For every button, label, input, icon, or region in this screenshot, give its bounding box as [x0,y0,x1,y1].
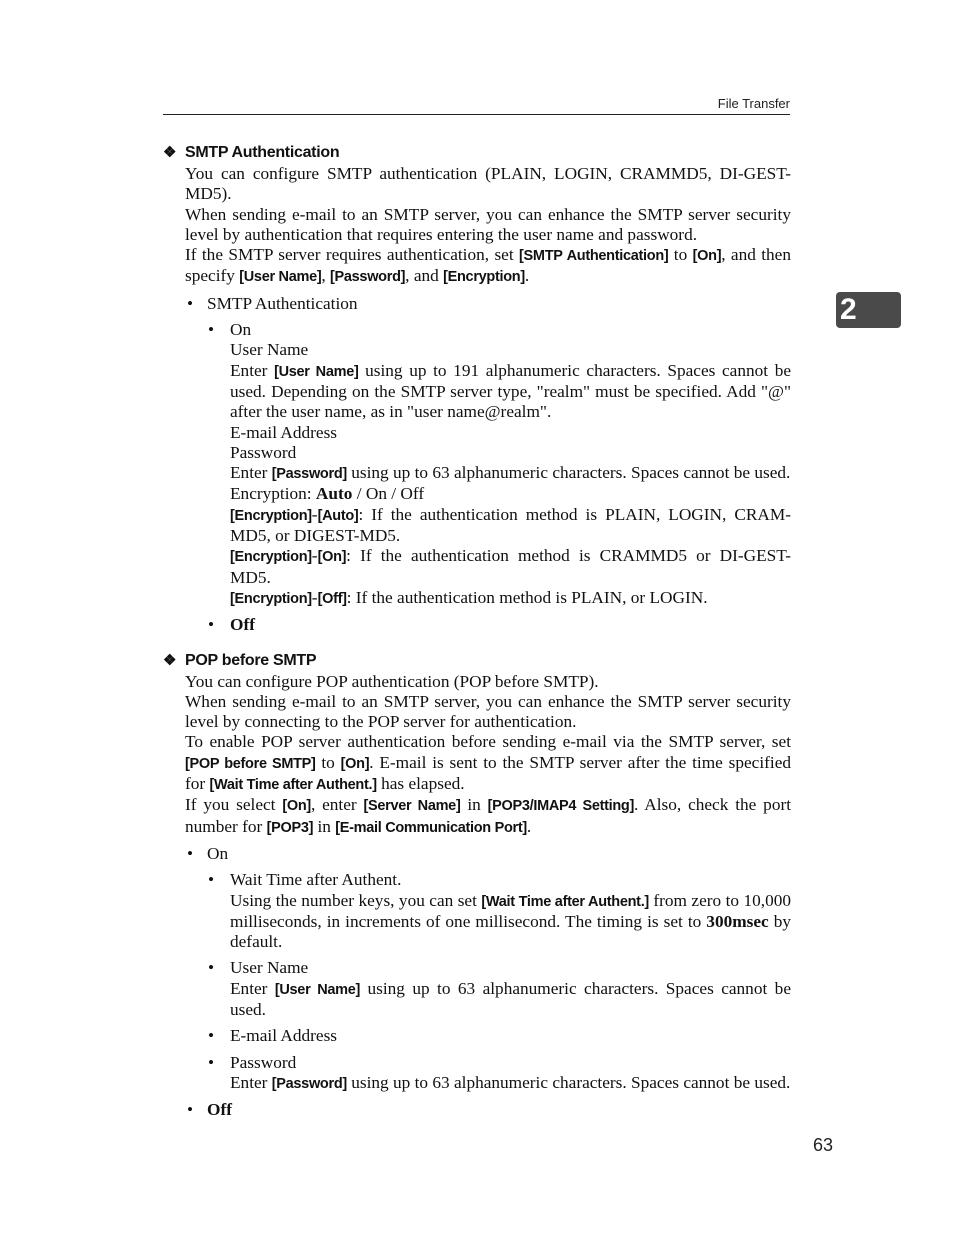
section-heading-pop-before-smtp: ❖ POP before SMTP [163,650,791,672]
list-item-off: • Off [187,1100,232,1120]
list-item-wait-time: • Wait Time after Authent. Using the number keys, you can set [Wait Time after Authent.] from zero to 10,000 milliseconds, in increments of one millisecond. The timing is set to 300msec by default. [208,870,792,952]
user-name-desc: Enter [User Name] using up to 63 alphanumeric characters. Spaces cannot be used. [230,978,791,1019]
bullet-icon: • [208,870,215,890]
bullet-icon: • [187,293,194,313]
bullet-icon: • [208,320,215,340]
paragraph: If you select [On], enter [Server Name] in [POP3/IMAP4 Setting]. Also, check the port number for [POP3] in [E-mail Communication Port]. [185,795,792,836]
list-item-off: • Off [208,615,255,635]
password-desc: Enter [Password] using up to 63 alphanumeric characters. Spaces cannot be used. [230,1072,791,1092]
email-label: E-mail Address [230,422,338,442]
password-desc: Enter [Password] using up to 63 alphanumeric characters. Spaces cannot be used. [230,463,791,483]
bullet-icon: • [208,958,215,978]
section-heading-smtp-authentication: ❖ SMTP Authentication [163,142,791,164]
header-rule [163,114,790,115]
smtp-intro [185,164,791,288]
chapter-tab: 2 [836,292,901,328]
encryption-on-desc: [Encryption]-[On]: If the authentication method is CRAMMD5 or DI-GEST-MD5. [230,546,791,587]
smtp-auth-sublist [207,320,791,635]
page-number: 63 [813,1135,834,1155]
paragraph: When sending e-mail to an SMTP server, you can enhance the SMTP server security level by authentication that requires entering the user name and password. [185,204,791,244]
diamond-icon: ❖ [163,651,177,669]
running-head: File Transfer [717,96,790,111]
pop-options-list [185,844,791,1121]
user-name-label: User Name [230,340,309,360]
bullet-icon: • [208,1026,215,1046]
page-content [163,142,791,1120]
paragraph: To enable POP server authentication before sending e-mail via the SMTP server, set [POP before SMTP] to [On]. E-mail is sent to the SMTP server after the time specified for [Wait Time after Authent.] has elapsed. [185,732,792,794]
bullet-icon: • [208,615,215,635]
paragraph: You can configure SMTP authentication (PLAIN, LOGIN, CRAMMD5, DI-GEST-MD5). [185,164,791,204]
user-name-desc: Enter [User Name] using up to 191 alphanumeric characters. Spaces cannot be used. Depending on the SMTP server type, "realm" must be specified. Add "@" after the user name, as in "user name@realm". [230,360,792,422]
list-item-user-name: • User Name Enter [User Name] using up to 63 alphanumeric characters. Spaces cannot be used. [208,958,791,1019]
encryption-options: Encryption: Auto / On / Off [230,484,425,504]
bullet-icon: • [187,1100,194,1120]
paragraph: If the SMTP server requires authentication, set [SMTP Authentication] to [On], and then specify [User Name], [Password], and [Encryption]. [185,245,791,286]
encryption-off-desc: [Encryption]-[Off]: If the authentication method is PLAIN, or LOGIN. [230,587,708,607]
list-item-password: • Password Enter [Password] using up to 63 alphanumeric characters. Spaces cannot be used. [207,1053,791,1095]
bullet-icon: • [208,1052,215,1072]
encryption-auto-desc: [Encryption]-[Auto]: If the authentication method is PLAIN, LOGIN, CRAM-MD5, or DIGEST-MD5. [230,504,791,546]
list-item-on: • On User Name Enter [User Name] using up to 191 alphanumeric characters. Spaces cannot be used. Depending on the SMTP server type, "realm" must be specified. Add "@" after the user name, as in "user name@realm". E-mail Address Password Enter [Password] using up to 63 alphanumeric characters. Spaces cannot be used. Encryption: Auto / On / Off [Encryption]-[Auto]: If the authentication method is PLAIN, LOGIN, CRAM-MD5, or DIGEST-MD5. [Encryption]-[On]: If the authentication method is CRAMMD5 or DI-GEST-MD5. [Encryption]-[Off]: If the authentication method is PLAIN, or LOGIN. [207,320,791,609]
paragraph: When sending e-mail to an SMTP server, you can enhance the SMTP server security level by connecting to the POP server for authentication. [185,691,791,732]
pop-intro [185,672,791,838]
password-label: Password [230,442,297,462]
paragraph: You can configure POP authentication (POP before SMTP). [185,671,599,691]
pop-on-sublist [207,870,791,1094]
diamond-icon: ❖ [163,144,177,161]
list-item-email: • E-mail Address [208,1026,338,1046]
smtp-options-list [185,294,791,636]
list-item: • SMTP Authentication • On User Name Enter [User Name] using up to 191 alphanumeric characters. Spaces cannot be used. Depending on the SMTP server type, "realm" must be specified. Add "@" after the user name, as in "user name@realm". E-mail Address Password Enter [Password] using up to 63 alphanumeric characters. Spaces cannot be used. Encryption: Auto / On / Off [Encryption]-[Auto]: If the authentication method is PLAIN, LOGIN, CRAM-MD5, or DIGEST-MD5. [Encryption]-[On]: If the authentication method is CRAMMD5 or DI-GEST-MD5. [Encryption]-[Off]: If the authentication method is PLAIN, or LOGIN. • Off [187,293,792,635]
list-item-on: • On • Wait Time after Authent. Using the number keys, you can set [Wait Time after Authent.] from zero to 10,000 milliseconds, in increments of one millisecond. The timing is set to 300msec by default. • User Name Enter [User Name] using up to 63 alphanumeric characters. Spaces cannot be used. • E-mail Address • Password Enter [Password] using up to 63 alphanumeric characters. Spaces cannot be used. [185,844,791,1094]
wait-time-desc: Using the number keys, you can set [Wait Time after Authent.] from zero to 10,000 milliseconds, in increments of one millisecond. The timing is set to 300msec by default. [230,890,792,952]
bullet-icon: • [187,843,194,863]
